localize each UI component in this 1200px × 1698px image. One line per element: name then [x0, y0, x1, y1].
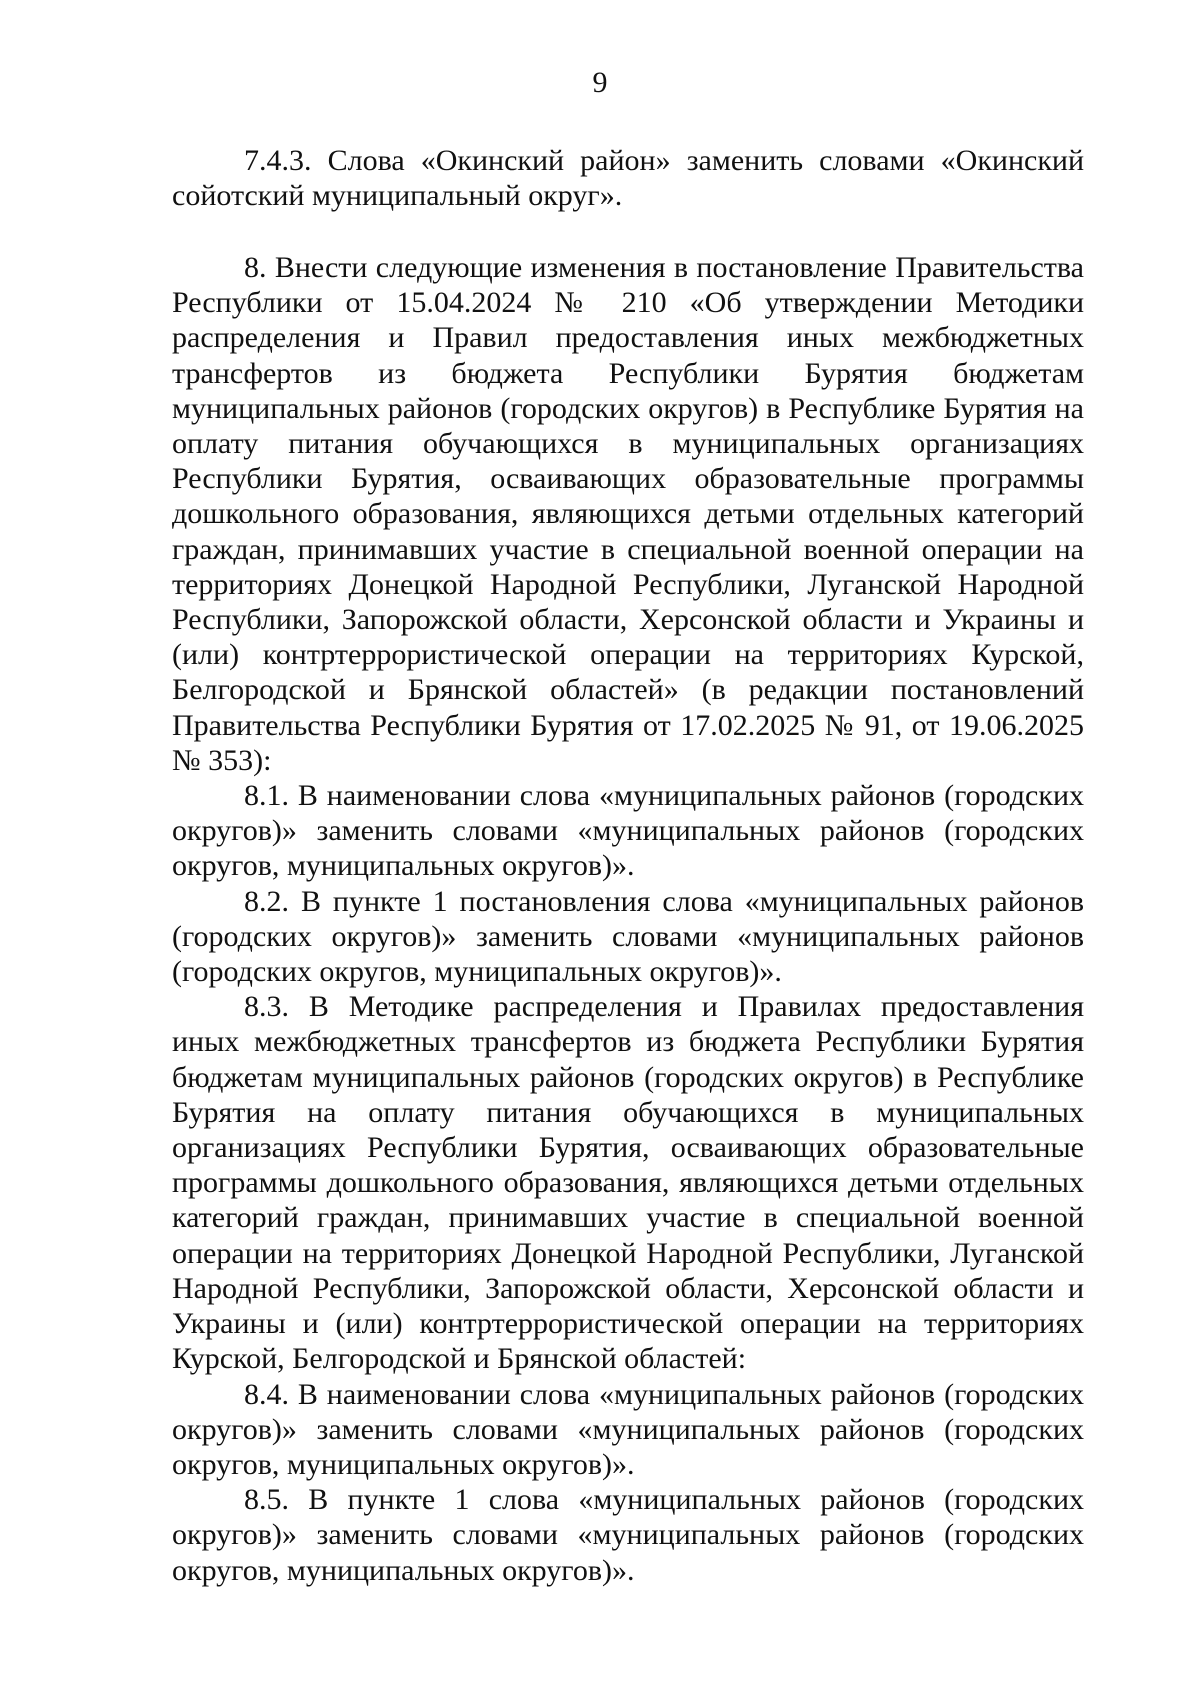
paragraph-8-5: 8.5. В пункте 1 слова «муниципальных районов (городских округов)» заменить словами «муниципальных районов (городских округов, муниципальных округов)».: [172, 1483, 1084, 1587]
section-7-4-3: [172, 143, 1084, 213]
paragraph-8-1: 8.1. В наименовании слова «муниципальных районов (городских округов)» заменить словами «муниципальных районов (городских округов, муниципальных округов)».: [172, 779, 1084, 883]
paragraph-7-4-3: 7.4.3. Слова «Окинский район» заменить словами «Окинский сойотский муниципальный округ».: [172, 144, 1084, 213]
paragraph-8-2: 8.2. В пункте 1 постановления слова «муниципальных районов (городских округов)» заменить словами «муниципальных районов (городских округов, муниципальных округов)».: [172, 884, 1084, 989]
paragraph-8-4: 8.4. В наименовании слова «муниципальных районов (городских округов)» заменить словами «муниципальных районов (городских округов, муниципальных округов)».: [172, 1377, 1084, 1481]
page-number: 9: [592, 66, 608, 99]
paragraph-8: 8. Внести следующие изменения в постановление Правительства Республики от 15.04.2024 № 210 «Об утверждении Методики распределения и Правил предоставления иных межбюджетных трансфертов из бюджета Республики Бурятия бюджетам муниципальных районов (городских округов) в Республике Бурятия на оплату питания обучающихся в муниципальных организациях Республики Бурятия, осваивающих образовательные программы дошкольного образования, являющихся детьми отдельных категорий граждан, принимавших участие в специальной военной операции на территориях Донецкой Народной Республики, Луганской Народной Республики, Запорожской области, Херсонской области и Украины и (или) контртеррористической операции на территориях Курской, Белгородской и Брянской областей» (в редакции постановлений Правительства Республики Бурятия от 17.02.2025 № 91, от 19.06.2025 № 353):: [172, 251, 1084, 777]
section-8: [172, 250, 1084, 1588]
paragraph-8-3: 8.3. В Методике распределения и Правилах предоставления иных межбюджетных трансфертов из бюджета Республики Бурятия бюджетам муниципальных районов (городских округов) в Республике Бурятия на оплату питания обучающихся в муниципальных организациях Республики Бурятия, осваивающих образовательные программы дошкольного образования, являющихся детьми отдельных категорий граждан, принимавших участие в специальной военной операции на территориях Донецкой Народной Республики, Луганской Народной Республики, Запорожской области, Херсонской области и Украины и (или) контртеррористической операции на территориях Курской, Белгородской и Брянской областей:: [172, 990, 1084, 1376]
